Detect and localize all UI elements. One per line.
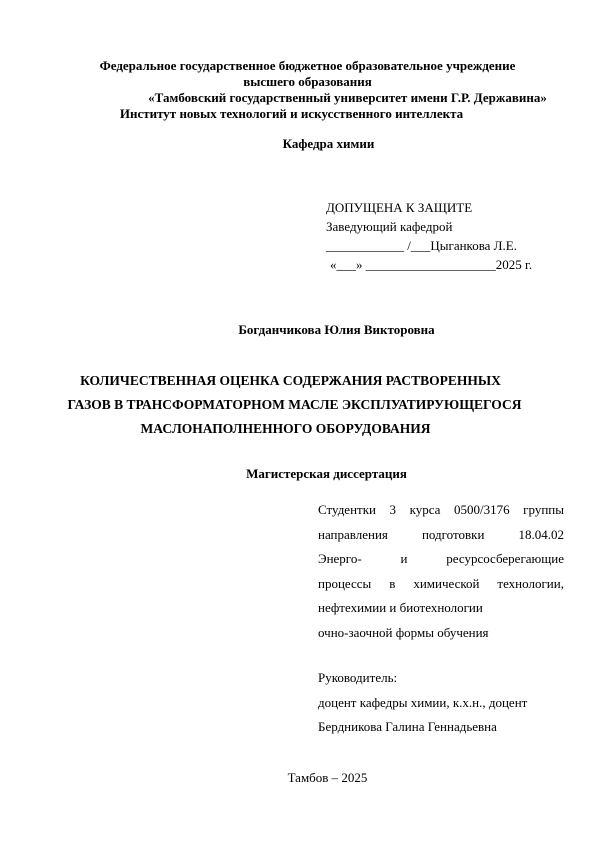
- institute-name: Институт новых технологий и искусственного интеллекта: [119, 106, 464, 121]
- supervisor-name: Бердникова Галина Геннадьевна: [318, 719, 497, 734]
- thesis-title-line-1: КОЛИЧЕСТВЕННАЯ ОЦЕНКА СОДЕРЖАНИЯ РАСТВОРЕННЫХ: [80, 373, 501, 388]
- department-name: Кафедра химии: [282, 136, 375, 151]
- student-info-line-3: Энерго- и ресурсосберегающие: [318, 551, 564, 566]
- student-info-line-6: очно-заочной формы обучения: [318, 624, 489, 640]
- work-type: Магистерская диссертация: [246, 466, 407, 481]
- university-name: «Тамбовский государственный университет имени Г.Р. Державина»: [148, 90, 547, 105]
- thesis-title-line-2: ГАЗОВ В ТРАНСФОРМАТОРНОМ МАСЛЕ ЭКСПЛУАТИРУЮЩЕГОСЯ: [67, 397, 522, 412]
- author-name: Богданчикова Юлия Викторовна: [238, 322, 435, 337]
- student-info-line-4: процессы в химической технологии,: [318, 575, 564, 591]
- institution-line-2: высшего образования: [243, 74, 372, 89]
- student-info-line-5: нефтехимии и биотехнологии: [318, 600, 483, 615]
- approval-status: ДОПУЩЕНА К ЗАЩИТЕ: [326, 200, 473, 215]
- approval-position: Заведующий кафедрой: [326, 219, 453, 234]
- supervisor-block: [318, 666, 564, 740]
- thesis-title-line-3: МАСЛОНАПОЛНЕННОГО ОБОРУДОВАНИЯ: [140, 421, 431, 436]
- student-info-line-2: направления подготовки 18.04.02: [318, 526, 564, 542]
- student-info: [318, 498, 564, 645]
- student-info-line-1: Студентки 3 курса 0500/3176 группы: [318, 502, 564, 517]
- supervisor-position: доцент кафедры химии, к.х.н., доцент: [318, 694, 528, 710]
- supervisor-label: Руководитель:: [318, 670, 398, 685]
- approval-date-line: «___» ____________________2025 г.: [330, 257, 533, 272]
- approval-signature-line: ____________ /___Цыганкова Л.Е.: [326, 238, 517, 253]
- institution-line-1: Федеральное государственное бюджетное образовательное учреждение: [99, 58, 516, 73]
- city-year: Тамбов – 2025: [287, 770, 368, 785]
